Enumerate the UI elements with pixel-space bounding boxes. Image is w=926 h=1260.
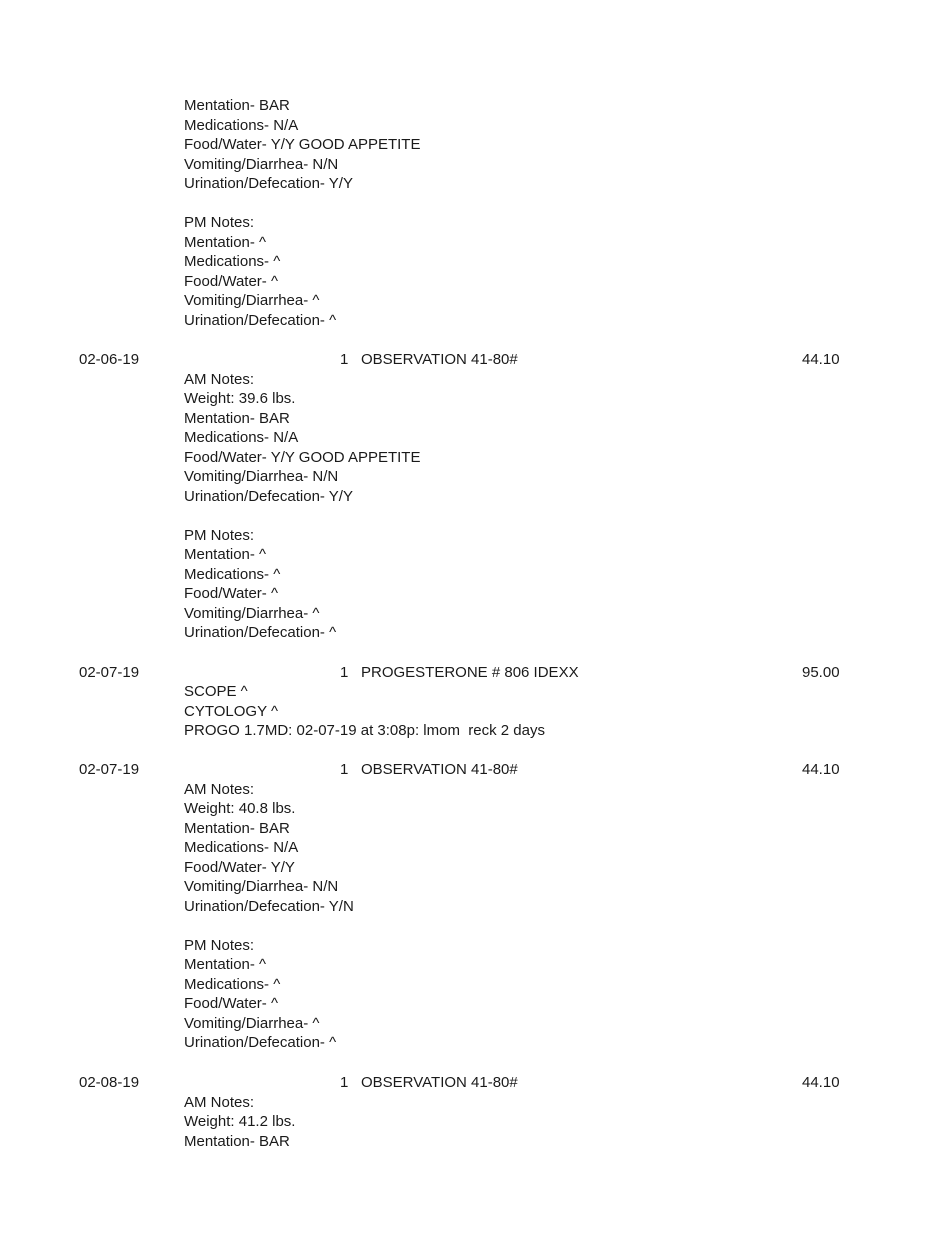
entry-description: OBSERVATION 41-80# [361,351,518,368]
note-line: Medications- N/A [184,429,299,446]
entry-notes [184,370,744,643]
entry-description: OBSERVATION 41-80# [361,761,518,778]
note-line: PM Notes: [184,936,255,954]
note-line: Medications- N/A [184,116,299,134]
note-line: Urination/Defecation- Y/Y [184,175,353,192]
entry-notes [184,682,744,741]
note-line: Mentation- ^ [184,956,267,973]
note-line: Vomiting/Diarrhea- N/N [184,468,339,485]
note-line: Mentation- BAR [184,819,290,837]
note-line: Food/Water- ^ [184,585,279,602]
note-line: Vomiting/Diarrhea- ^ [184,292,320,309]
entry-amount: 95.00 [802,663,840,681]
note-line: SCOPE ^ [184,683,248,700]
note-line: Medications- ^ [184,975,281,993]
entry-description: OBSERVATION 41-80# [361,1074,518,1091]
entry-date: 02-08-19 [79,1074,140,1091]
entry-quantity: 1 [340,761,349,778]
entry-date: 02-07-19 [79,663,140,681]
entry-quantity: 1 [340,663,349,681]
note-line: Urination/Defecation- ^ [184,624,337,641]
note-line: Mentation- BAR [184,409,290,427]
note-line: Urination/Defecation- Y/Y [184,487,353,505]
note-line: Mentation- BAR [184,1132,290,1150]
note-line: Medications- N/A [184,839,299,856]
note-line: CYTOLOGY ^ [184,702,279,720]
blank-line [184,916,744,936]
note-line: Vomiting/Diarrhea- ^ [184,1014,320,1032]
continuation-notes [184,96,744,330]
entry-amount: 44.10 [802,761,840,778]
entry-notes [184,780,744,1053]
note-line: AM Notes: [184,370,255,388]
note-line: Medications- ^ [184,253,281,270]
note-line: Food/Water- Y/Y [184,858,295,876]
entry-date: 02-06-19 [79,351,140,368]
entry-quantity: 1 [340,351,349,368]
note-line: Vomiting/Diarrhea- ^ [184,604,320,622]
entry-notes [184,1093,744,1152]
note-line: Urination/Defecation- ^ [184,311,337,329]
note-line: Mentation- BAR [184,97,290,114]
note-line: Mentation- ^ [184,233,267,251]
entry-amount: 44.10 [802,1074,840,1091]
note-line: Food/Water- Y/Y GOOD APPETITE [184,448,421,466]
note-line: PROGO 1.7MD: 02-07-19 at 3:08p: lmom reck 2 days [184,722,545,739]
note-line: Urination/Defecation- ^ [184,1034,337,1051]
note-line: Weight: 40.8 lbs. [184,800,296,817]
entry-date: 02-07-19 [79,761,140,778]
note-line: Mentation- ^ [184,546,267,563]
blank-line [184,194,744,214]
note-line: Food/Water- ^ [184,995,279,1012]
note-line: PM Notes: [184,526,255,544]
entry-quantity: 1 [340,1074,349,1091]
note-line: Urination/Defecation- Y/N [184,897,354,915]
note-line: AM Notes: [184,1093,255,1111]
note-line: Vomiting/Diarrhea- N/N [184,878,339,895]
note-line: Weight: 39.6 lbs. [184,390,296,407]
note-line: Food/Water- ^ [184,272,279,290]
entry-description: PROGESTERONE # 806 IDEXX [361,663,579,681]
note-line: Medications- ^ [184,565,281,583]
note-line: Food/Water- Y/Y GOOD APPETITE [184,136,421,153]
note-line: Vomiting/Diarrhea- N/N [184,155,339,173]
note-line: Weight: 41.2 lbs. [184,1113,296,1130]
entry-amount: 44.10 [802,351,840,368]
blank-line [184,506,744,526]
note-line: PM Notes: [184,214,255,231]
note-line: AM Notes: [184,780,255,798]
